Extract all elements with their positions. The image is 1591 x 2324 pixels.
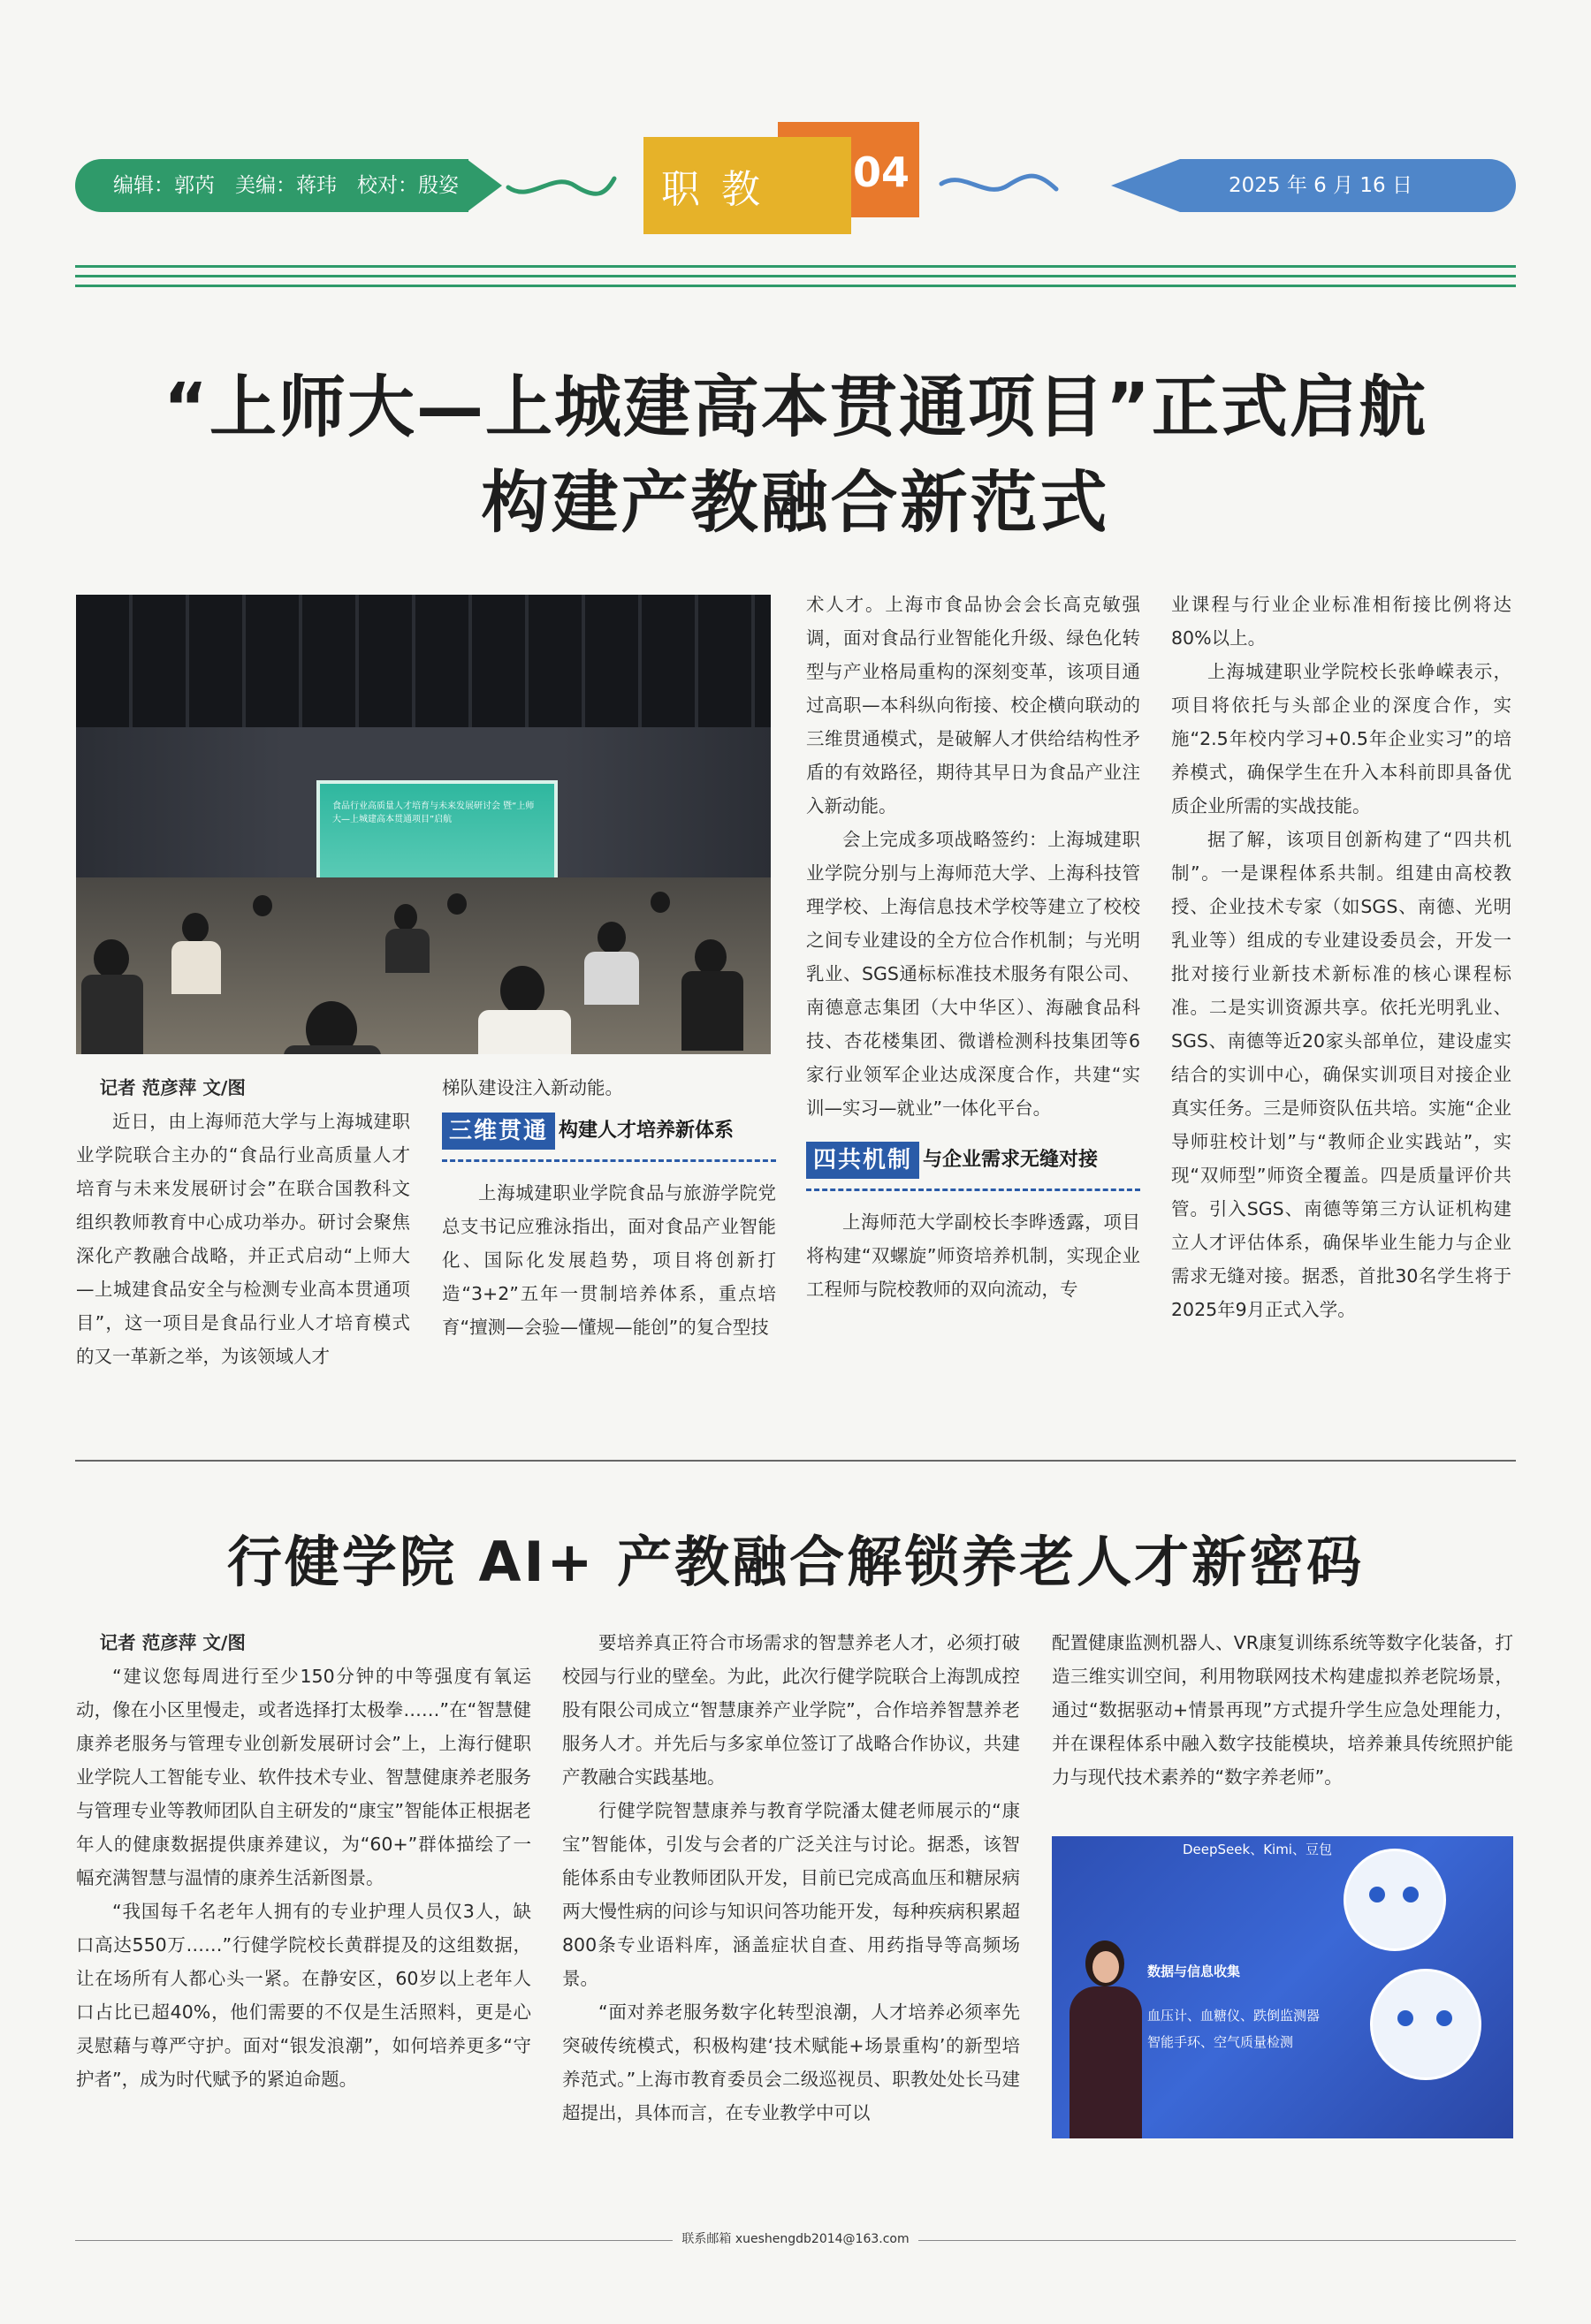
article2-paragraph: 配置健康监测机器人、VR康复训练系统等数字化装备，打造三维实训空间，利用物联网技术构建虚拟养老院场景，通过“数据驱动+情景再现”方式提升学生应急处理能力，并在课程体系中融入数字技能模块，培养兼具传统照护能力与现代技术素养的“数字养老师”。 xyxy=(1052,1632,1513,1788)
article1-paragraph: 据了解，该项目创新构建了“四共机制”。一是课程体系共制。组建由高校教授、企业技术专家（如SGS、南德、光明乳业等）组成的专业建设委员会，开发一批对接行业新技术新标准的核心课程标准。二是实训资源共享。依托光明乳业、SGS、南德等近20家头部单位，建设虚实结合的实训中心，确保实训项目对接企业真实任务。三是师资队伍共培。实施“企业导师驻校计划”与“教师企业实践站”，实现“双师型”师资全覆盖。四是质量评价共管。引入SGS、南德等第三方认证机构建立人才评估体系，确保毕业生能力与企业需求无缝对接。据悉，首批30名学生将于2025年9月正式入学。 xyxy=(1171,829,1511,1320)
audience xyxy=(76,877,771,1054)
article2-column3 xyxy=(1052,1626,1513,1794)
article1-column1 xyxy=(76,1071,410,1373)
article1-paragraph: 上海城建职业学院食品与旅游学院党总支书记应雅泳指出，面对食品产业智能化、国际化发展趋势，项目将创新打造“3+2”五年一贯制培养体系，重点培育“擅测—会验—懂规—能创”的复合型技 xyxy=(442,1182,776,1338)
presenter-photo xyxy=(1052,1836,1513,2138)
photo-label: 血压计、血糖仪、跌倒监测器 xyxy=(1147,2008,1321,2024)
article1-paragraph: 梯队建设注入新动能。 xyxy=(442,1077,623,1098)
header-rule xyxy=(75,275,1516,277)
article1-paragraph: 上海师范大学副校长李晔透露，项目将构建“双螺旋”师资培养机制，实现企业工程师与院校教师的双向流动，专 xyxy=(806,1211,1140,1300)
photo-label: 数据与信息收集 xyxy=(1147,1963,1241,1979)
article2-paragraph: 要培养真正符合市场需求的智慧养老人才，必须打破校园与行业的壁垒。为此，此次行健学院联合上海凯成控股有限公司成立“智慧康养产业学院”，合作培养智慧养老服务人才。并先后与多家单位签订了战略合作协议，共建产教融合实践基地。 xyxy=(562,1632,1020,1788)
photo-label: 智能手环、空气质量检测 xyxy=(1147,2034,1294,2050)
article1-column2 xyxy=(442,1071,776,1344)
squiggle-decoration-right xyxy=(937,168,1061,203)
article2-column1 xyxy=(76,1626,531,2096)
article-divider xyxy=(75,1460,1516,1462)
header-rule xyxy=(75,265,1516,268)
article1-title-line2: 构建产教融合新范式 xyxy=(481,463,1110,542)
article1-paragraph: 会上完成多项战略签约：上海城建职业学院分别与上海师范大学、上海科技管理学校、上海信息技术学校等建立了校校之间专业建设的全方位合作机制；与光明乳业、SGS通标标准技术服务有限公司、南德意志集团（大中华区）、海融食品科技、杏花楼集团、微谱检测科技集团等6家行业领军企业达成深度合作，共建“实训—实习—就业”一体化平台。 xyxy=(806,829,1140,1119)
subheading-underline xyxy=(806,1189,1140,1191)
article2-column2 xyxy=(562,1626,1020,2130)
contact-email: 联系邮箱 xueshengdb2014@163.com xyxy=(673,2232,917,2246)
issue-date: 2025 年 6 月 16 日 xyxy=(1229,174,1412,197)
robot-illustration xyxy=(1344,1849,1446,1951)
article1-paragraph: 近日，由上海师范大学与上海城建职业学院联合主办的“食品行业高质量人才培育与未来发展研讨会”在联合国教科文组织教师教育中心成功举办。研讨会聚焦深化产教融合战略，并正式启动“上师大—上城建食品安全与检测专业高本贯通项目”，这一项目是食品行业人才培育模式的又一革新之举，为该领域人才 xyxy=(76,1111,410,1367)
article1-column4 xyxy=(1171,588,1511,1326)
robot-illustration xyxy=(1370,1969,1481,2080)
header-arrow-right xyxy=(467,159,502,212)
conference-hall-photo xyxy=(76,595,771,1054)
article1-byline: 记者 范彦萍 文/图 xyxy=(99,1077,246,1098)
article2-paragraph: “建议您每周进行至少150分钟的中等强度有氧运动，像在小区里慢走，或者选择打太极拳……”在“智慧健康养老服务与管理专业创新发展研讨会”上，上海行健职业学院人工智能专业、软件技术专业、智慧健康养老服务与管理专业等教师团队自主研发的“康宝”智能体正根据老年人的健康数据提供康养建议，为“60+”群体描绘了一幅充满智慧与温情的康养生活新图景。 xyxy=(76,1666,531,1888)
subheading-four-mechanisms xyxy=(806,1141,1140,1180)
screen-caption: 食品行业高质量人才培育与未来发展研讨会 暨“上师大—上城建高本贯通项目”启航 xyxy=(332,801,535,824)
subheading-underline xyxy=(442,1159,776,1162)
header-rule xyxy=(75,285,1516,287)
subheading-tag: 四共机制 xyxy=(806,1142,919,1179)
header-credits: 编辑：郭芮 美编：蒋玮 校对：殷姿 xyxy=(113,174,459,197)
subheading-tag: 三维贯通 xyxy=(442,1113,555,1150)
section-name: 职教 xyxy=(661,167,781,212)
page-number: 04 xyxy=(853,148,910,196)
article2-title: 行健学院 AI+ 产教融合解锁养老人才新密码 xyxy=(226,1530,1365,1594)
article1-paragraph: 业课程与行业企业标准相衔接比例将达80%以上。 xyxy=(1171,594,1511,649)
footer xyxy=(0,2229,1591,2247)
article1-paragraph: 术人才。上海市食品协会会长高克敏强调，面对食品行业智能化升级、绿色化转型与产业格局重构的深刻变革，该项目通过高职—本科纵向衔接、校企横向联动的三维贯通模式，是破解人才供给结构性矛盾的有效路径，期待其早日为食品产业注入新动能。 xyxy=(806,594,1140,816)
article2-byline: 记者 范彦萍 文/图 xyxy=(99,1632,246,1653)
article1-paragraph: 上海城建职业学院校长张峥嵘表示，项目将依托与头部企业的深度合作，实施“2.5年校内学习+0.5年企业实习”的培养模式，确保学生在升入本科前即具备优质企业所需的实战技能。 xyxy=(1171,661,1511,816)
article1-column3 xyxy=(806,588,1140,1306)
article2-paragraph: “我国每千名老年人拥有的专业护理人员仅3人，缺口高达550万……”行健学院校长黄群提及的这组数据，让在场所有人都心头一紧。在静安区，60岁以上老年人口占比已超40%，他们需要的不仅是生活照料，更是心灵慰藉与尊严守护。面对“银发浪潮”，如何培养更多“守护者”，成为时代赋予的紧迫命题。 xyxy=(76,1901,531,2090)
subheading-text: 构建人才培养新体系 xyxy=(559,1120,735,1142)
presenter xyxy=(1070,1986,1142,2138)
header-arrow-left xyxy=(1111,159,1180,212)
squiggle-decoration-left xyxy=(504,168,619,203)
article2-paragraph: 行健学院智慧康养与教育学院潘太健老师展示的“康宝”智能体，引发与会者的广泛关注与讨论。据悉，该智能体系由专业教师团队开发，目前已完成高血压和糖尿病两大慢性病的问诊与知识问答功能开发，每种疾病积累超800条专业语料库，涵盖症状自查、用药指导等高频场景。 xyxy=(562,1800,1020,1989)
article2-paragraph: “面对养老服务数字化转型浪潮，人才培养必须率先突破传统模式，积极构建‘技术赋能+场景重构’的新型培养范式。”上海市教育委员会二级巡视员、职教处处长马建超提出，具体而言，在专业教学中可以 xyxy=(562,2001,1020,2123)
photo-top-text: DeepSeek、Kimi、豆包 xyxy=(1183,1842,1332,1857)
article1-title-line1: “上师大—上城建高本贯通项目”正式启航 xyxy=(164,368,1427,446)
subheading-three-dimensional xyxy=(442,1112,776,1151)
subheading-text: 与企业需求无缝对接 xyxy=(923,1149,1099,1171)
